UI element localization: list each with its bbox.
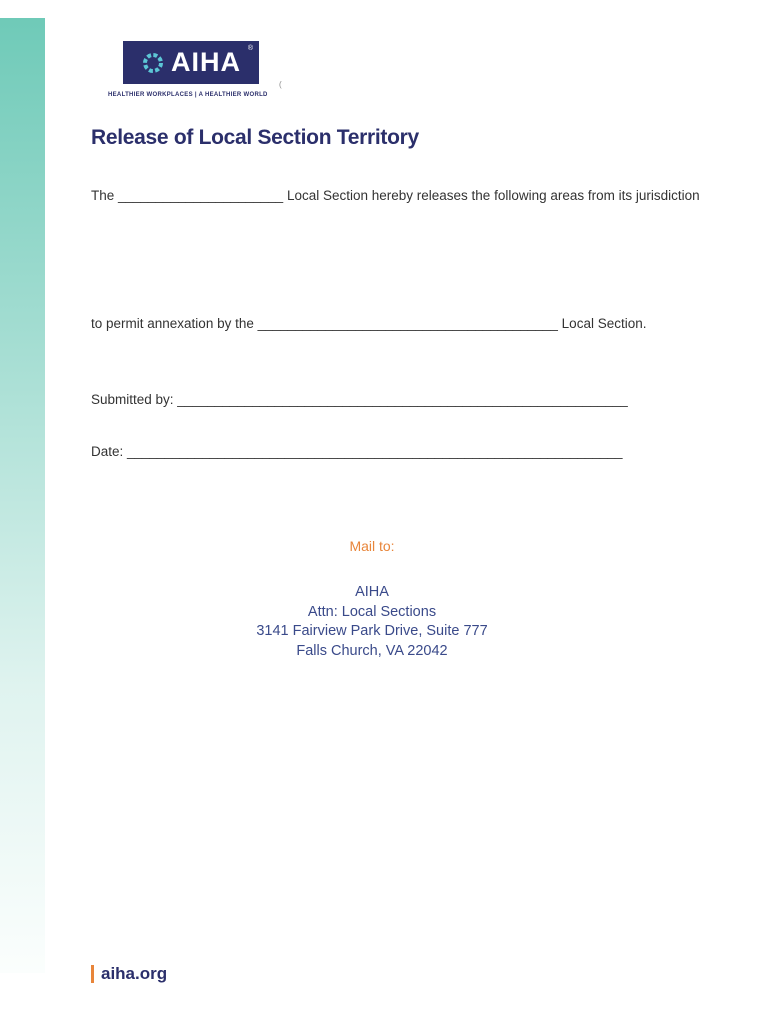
page-title: Release of Local Section Territory [91,126,419,149]
footer-accent-bar [91,965,94,983]
address-line: Attn: Local Sections [307,603,437,620]
logo-registered-mark: ® [247,45,254,52]
mailing-address [0,583,744,661]
release-statement-line: The ______________________ Local Section hereby releases the following areas from its jurisdiction [91,188,700,203]
footer [91,964,167,984]
address-line: 3141 Fairview Park Drive, Suite 777 [256,623,488,639]
mail-to-label: Mail to: [349,538,395,554]
logo-artifact: ( [279,80,282,89]
logo-text: AIHA [171,47,241,77]
logo-tagline: HEALTHIER WORKPLACES | A HEALTHIER WORLD [108,92,268,98]
annexation-statement-line: to permit annexation by the ________________________________________ Local Section. [91,316,647,331]
address-line: Falls Church, VA 22042 [296,642,448,659]
submitted-by-line: Submitted by: ____________________________________________________________ [91,392,628,407]
date-line: Date: __________________________________________________________________ [91,444,623,459]
footer-website-link[interactable]: aiha.org [101,964,168,983]
address-line: AIHA [355,584,389,600]
decorative-side-bar [0,18,45,973]
aiha-logo-mark-icon [141,51,165,75]
aiha-logo [123,41,259,84]
